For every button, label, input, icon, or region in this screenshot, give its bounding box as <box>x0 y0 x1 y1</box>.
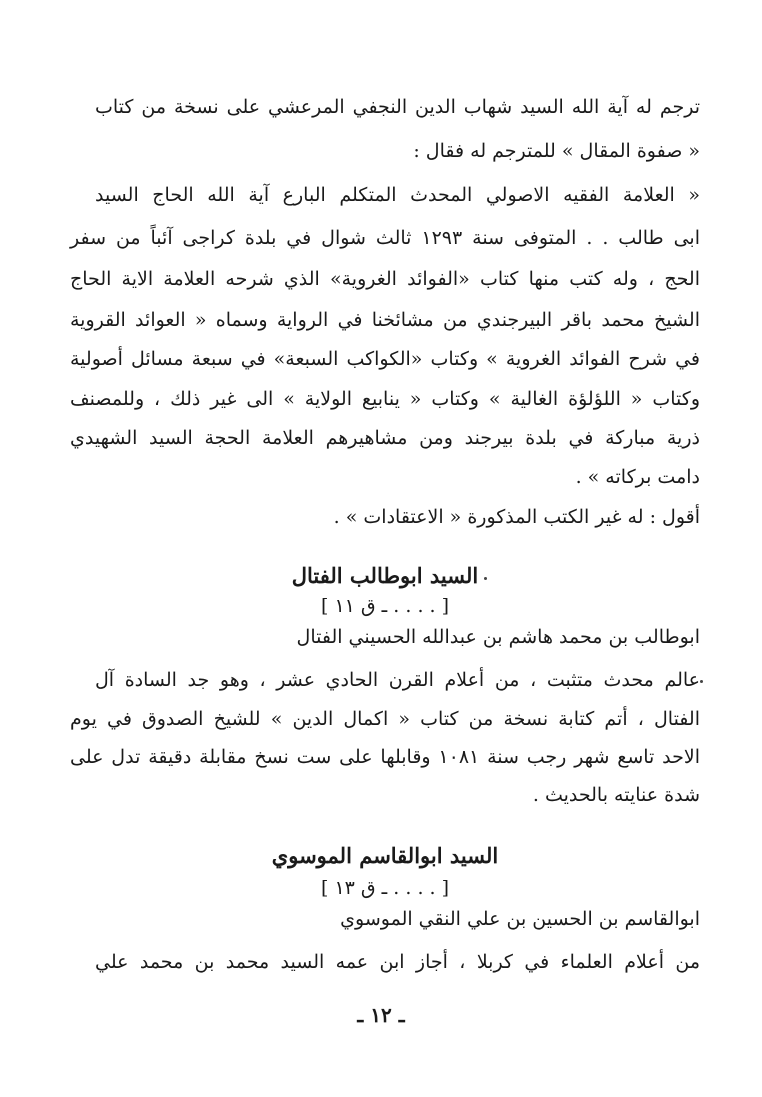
quote-line-8: دامت بركاته » . <box>575 466 700 488</box>
entry-body-line-2: الفتال ، أتم كتابة نسخة من كتاب « اكمال الدين » للشيخ الصدوق في يوم <box>70 708 700 730</box>
quote-line-3: الحج ، وله كتب منها كتاب «الفوائد الغروية» الذي شرحه العلامة الاية الحاج <box>70 268 700 290</box>
quote-line-4: الشيخ محمد باقر البيرجندي من مشائخنا في الرواية وسماه « العوائد القروية <box>70 309 700 331</box>
scan-speck <box>700 680 703 683</box>
page-number: ـ ١٢ ـ <box>357 1003 405 1027</box>
entry-dates-abulqasim: [ . . . . ـ ق ١٣ ] <box>320 877 450 899</box>
author-note: أقول : له غير الكتب المذكورة « الاعتقادات » . <box>333 506 700 528</box>
intro-line-1: ترجم له آية الله السيد شهاب الدين النجفي المرعشي على نسخة من كتاب <box>95 96 700 118</box>
entry-heading-abulqasim: السيد ابوالقاسم الموسوي <box>271 843 499 868</box>
entry-body-line-3: الاحد تاسع شهر رجب سنة ١٠٨١ وقابلها على ست نسخ مقابلة دقيقة تدل على <box>70 746 700 768</box>
entry-body-line-4: شدة عنايته بالحديث . <box>532 784 700 806</box>
entry-heading-abutalib: السيد ابوطالب الفتال <box>291 563 479 588</box>
entry2-body-line-1: من أعلام العلماء في كربلا ، أجاز ابن عمه السيد محمد بن محمد علي <box>95 951 700 973</box>
quote-line-5: في شرح الفوائد الغروية » وكتاب «الكواكب السبعة» في سبعة مسائل أصولية <box>70 348 700 370</box>
entry-dates-abutalib: [ . . . . ـ ق ١١ ] <box>320 595 450 617</box>
quote-line-7: ذرية مباركة في بلدة بيرجند ومن مشاهيرهم العلامة الحجة السيد الشهيدي <box>70 427 700 449</box>
scan-speck <box>484 577 487 580</box>
entry-full-name-abutalib: ابوطالب بن محمد هاشم بن عبدالله الحسيني الفتال <box>296 626 700 648</box>
quote-line-6: وكتاب « اللؤلؤة الغالية » وكتاب « ينابيع الولاية » الى غير ذلك ، وللمصنف <box>70 388 700 410</box>
entry-body-line-1: عالم محدث متثبت ، من أعلام القرن الحادي عشر ، وهو جد السادة آل <box>95 669 700 691</box>
entry-full-name-abulqasim: ابوالقاسم بن الحسين بن علي النقي الموسوي <box>340 908 700 930</box>
intro-line-2: « صفوة المقال » للمترجم له فقال : <box>413 140 700 162</box>
quote-line-2: ابى طالب . . المتوفى سنة ١٢٩٣ ثالث شوال في بلدة كراجى آئباً من سفر <box>70 227 701 249</box>
quote-line-1: « العلامة الفقيه الاصولي المحدث المتكلم البارع آية الله الحاج السيد <box>95 184 700 206</box>
